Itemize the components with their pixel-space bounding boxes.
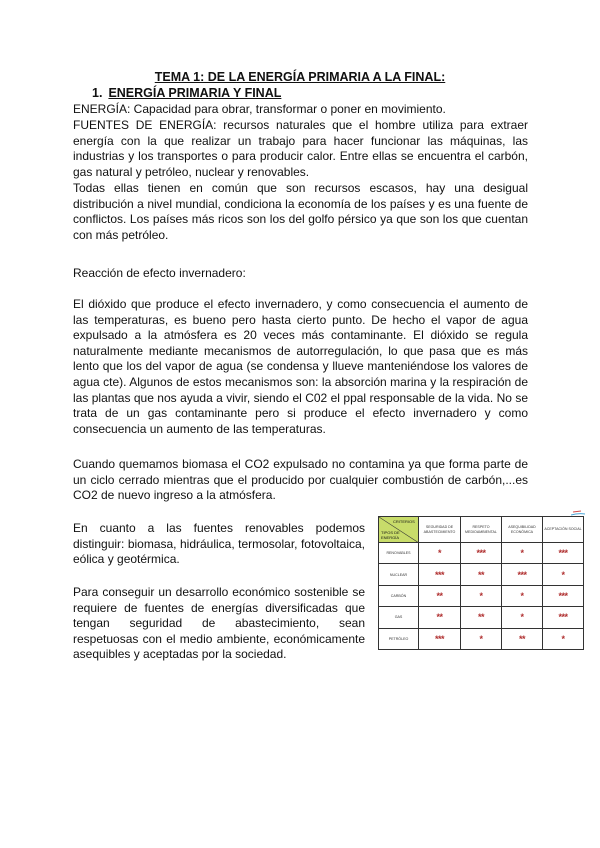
- rating-cell: *: [461, 628, 502, 649]
- table-row: [379, 585, 584, 606]
- energy-criteria-table: [378, 516, 584, 650]
- row-label: RENOVABLES: [379, 543, 419, 564]
- corner-bottom-label: TIPOS DE ENERGÍA: [381, 530, 400, 540]
- rating-cell: *: [419, 543, 461, 564]
- table-header-row: [379, 517, 584, 543]
- table-row: [379, 543, 584, 564]
- rating-cell: *: [461, 585, 502, 606]
- paragraph-renovables: En cuanto a las fuentes renovables podemos distinguir: biomasa, hidráulica, termosolar, fotovoltaica, eólica y geotérmica.: [73, 521, 365, 567]
- row-label: PETRÓLEO: [379, 628, 419, 649]
- row-label: NUCLEAR: [379, 564, 419, 585]
- rating-cell: *: [502, 543, 543, 564]
- paragraph-energia: ENERGÍA: Capacidad para obrar, transformar o poner en movimiento.: [73, 102, 446, 116]
- column-header: ACEPTACIÓN SOCIAL: [543, 517, 584, 543]
- paragraph-sostenible: Para conseguir un desarrollo económico sostenible se requiere de fuentes de energías diversificadas que tengan seguridad de abastecimiento, sean respetuosas con el medio ambiente, económicamente asequibles y aceptadas por la sociedad.: [73, 585, 365, 662]
- paragraph-todas: Todas ellas tienen en común que son recursos escasos, hay una desigual distribución a nivel mundial, condiciona la economía de los países y es una fuente de conflictos. Los países más ricos son los del golfo pérsico ya que son los que cuentan con más petróleo.: [73, 181, 528, 242]
- paragraph-dioxido: El dióxido que produce el efecto invernadero, y como consecuencia el aumento de las temperaturas, es bueno pero hasta cierto punto. De hecho el vapor de agua expulsado a la atmósfera es 20 veces más contaminante. El dióxido se regula naturalmente mediante mecanismos de autorregulación, lo que pasa que es más lento que los del vapor de agua (se condensa y llueve manteniéndose los valores de agua cte). Algunos de estos mecanismos son: la absorción marina y la respiración de las plantas que nos ayuda a vivir, siendo el C02 el ppal responsable de la vida. No se trata de un gas contaminante pero si produce el efecto invernadero y como consecuencia un aumento de las temperaturas.: [73, 297, 528, 436]
- paragraph-reaccion-heading: Reacción de efecto invernadero:: [73, 266, 246, 280]
- section-heading: [92, 86, 281, 100]
- rating-cell: **: [461, 564, 502, 585]
- section-title: ENERGÍA PRIMARIA Y FINAL: [108, 86, 282, 100]
- column-header: ASEQUIBILIDAD ECONÓMICA: [502, 517, 543, 543]
- rating-cell: ***: [543, 543, 584, 564]
- row-label: CARBÓN: [379, 585, 419, 606]
- table-row: [379, 564, 584, 585]
- paragraph-fuentes: FUENTES DE ENERGÍA: recursos naturales que el hombre utiliza para extraer energía con la que realizar un trabajo para hacer funcionar las máquinas, las industrias y los transportes o para producir calor. Entre ellas se encuentra el carbón, gas natural y petróleo, nuclear y renovables.: [73, 118, 528, 179]
- rating-cell: ***: [419, 564, 461, 585]
- paragraph-biomasa: Cuando quemamos biomasa el CO2 expulsado no contamina ya que forma parte de un ciclo cerrado mientras que el producido por cualquier combustión de carbón,...es CO2 de nuevo ingreso a la atmósfera.: [73, 457, 528, 503]
- table-corner-cell: [379, 517, 419, 543]
- rating-cell: *: [543, 628, 584, 649]
- section-number: 1.: [92, 86, 103, 100]
- rating-cell: *: [502, 585, 543, 606]
- document-title: TEMA 1: DE LA ENERGÍA PRIMARIA A LA FINAL:: [154, 70, 446, 84]
- row-label: GAS: [379, 607, 419, 628]
- rating-cell: **: [461, 607, 502, 628]
- rating-cell: ***: [419, 628, 461, 649]
- rating-cell: **: [419, 607, 461, 628]
- rating-cell: **: [502, 628, 543, 649]
- rating-cell: **: [419, 585, 461, 606]
- column-header: SEGURIDAD DE ABASTECIMIENTO: [419, 517, 461, 543]
- column-header: RESPETO MEDIOAMBIENTAL: [461, 517, 502, 543]
- rating-cell: ***: [543, 607, 584, 628]
- rating-cell: ***: [461, 543, 502, 564]
- rating-cell: ***: [502, 564, 543, 585]
- rating-cell: ***: [543, 585, 584, 606]
- corner-top-label: CRITERIOS: [393, 519, 415, 524]
- table-row: [379, 607, 584, 628]
- table-row: [379, 628, 584, 649]
- rating-cell: *: [543, 564, 584, 585]
- rating-cell: *: [502, 607, 543, 628]
